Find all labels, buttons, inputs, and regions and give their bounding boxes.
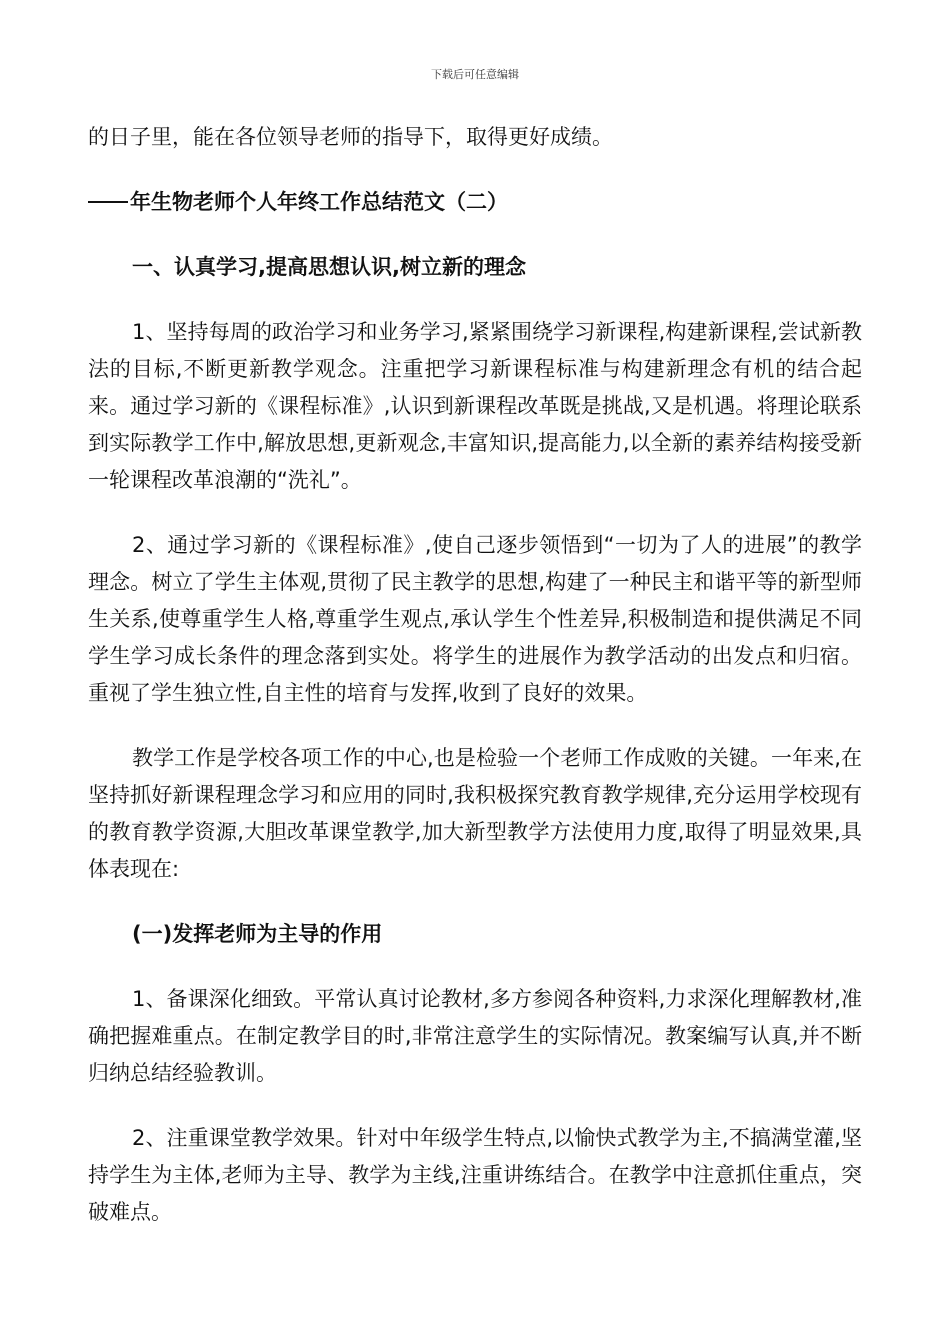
document-title: [88, 184, 862, 221]
document-title-text: 年生物老师个人年终工作总结范文（二）: [130, 190, 508, 214]
paragraph-1: 1、坚持每周的政治学习和业务学习,紧紧围绕学习新课程,构建新课程,尝试新教法的目标,不断更新教学观念。注重把学习新课程标准与构建新理念有机的结合起来。通过学习新的《课程标准》,认识到新课程改革既是挑战,又是机遇。将理论联系到实际教学工作中,解放思想,更新观念,丰富知识,提高能力,以全新的素养结构接受新一轮课程改革浪潮的“洗礼”。: [88, 320, 862, 492]
section-heading-2: (一)发挥老师为主导的作用: [132, 922, 383, 946]
page-header-note: 下载后可任意编辑: [431, 68, 519, 81]
title-blank-underline: [88, 201, 128, 203]
section-heading-1: 一、认真学习,提高思想认识,树立新的理念: [132, 255, 526, 279]
paragraph-2: 2、通过学习新的《课程标准》,使自己逐步领悟到“一切为了人的进展”的教学理念。树立了学生主体观,贯彻了民主教学的思想,构建了一种民主和谐平等的新型师生关系,使尊重学生人格,尊重学生观点,承认学生个性差异,积极制造和提供满足不同学生学习成长条件的理念落到实处。将学生的进展作为教学活动的出发点和归宿。重视了学生独立性,自主性的培育与发挥,收到了良好的效果。: [88, 533, 862, 705]
paragraph-4: 1、备课深化细致。平常认真讨论教材,多方参阅各种资料,力求深化理解教材,准确把握难重点。在制定教学目的时,非常注意学生的实际情况。教案编写认真,并不断归纳总结经验教训。: [88, 987, 862, 1085]
paragraph-continuation: 的日子里，能在各位领导老师的指导下，取得更好成绩。: [88, 125, 613, 149]
paragraph-3: 教学工作是学校各项工作的中心,也是检验一个老师工作成败的关键。一年来,在坚持抓好新课程理念学习和应用的同时,我积极探究教育教学规律,充分运用学校现有的教育教学资源,大胆改革课堂教学,加大新型教学方法使用力度,取得了明显效果,具体表现在:: [88, 746, 862, 881]
document-body: [88, 119, 862, 1231]
paragraph-5: 2、注重课堂教学效果。针对中年级学生特点,以愉快式教学为主,不搞满堂灌,坚持学生为主体,老师为主导、教学为主线,注重讲练结合。在教学中注意抓住重点，突破难点。: [88, 1126, 862, 1224]
